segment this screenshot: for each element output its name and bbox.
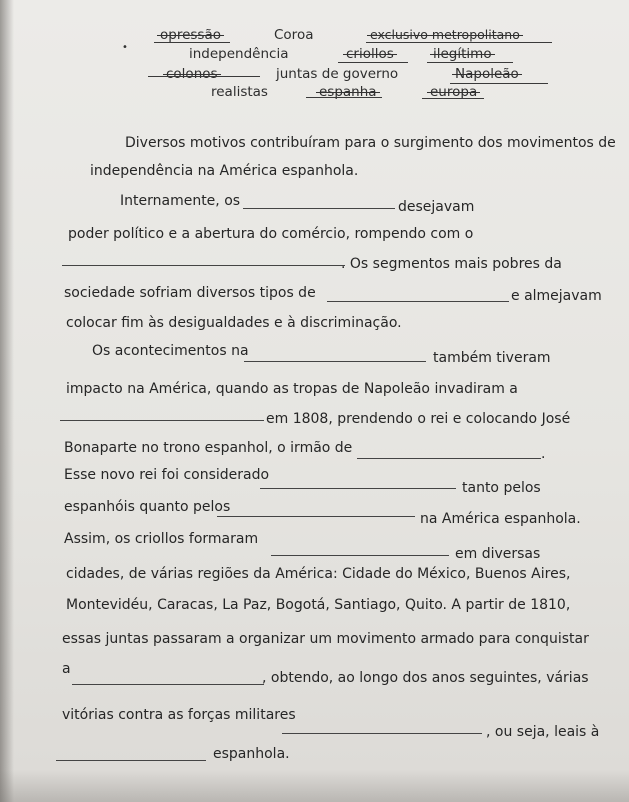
answer-blank[interactable] bbox=[282, 733, 482, 734]
sentence-text: tanto pelos bbox=[462, 480, 541, 496]
sentence-text: também tiveram bbox=[433, 350, 551, 366]
bank-underline bbox=[148, 76, 260, 77]
answer-blank[interactable] bbox=[327, 301, 509, 302]
sentence-text: poder político e a abertura do comércio, rompendo com o bbox=[68, 226, 474, 242]
answer-blank[interactable] bbox=[357, 458, 541, 459]
sentence-text: Assim, os criollos formaram bbox=[64, 531, 259, 547]
bank-word-coroa: Coroa bbox=[274, 27, 314, 43]
bank-word-napoleao: Napoleão bbox=[455, 66, 519, 82]
bank-word-opressao: opressão bbox=[160, 27, 221, 43]
answer-blank[interactable] bbox=[244, 361, 426, 362]
sentence-text: impacto na América, quando as tropas de Napoleão invadiram a bbox=[66, 381, 518, 397]
sentence-text: desejavam bbox=[398, 199, 475, 215]
sentence-text: sociedade sofriam diversos tipos de bbox=[64, 285, 316, 301]
sentence-text: Esse novo rei foi considerado bbox=[64, 467, 270, 483]
sentence-text: a bbox=[62, 661, 71, 677]
bank-word-independencia: independência bbox=[189, 46, 289, 62]
sentence-text: Bonaparte no trono espanhol, o irmão de bbox=[64, 440, 353, 456]
answer-blank[interactable] bbox=[243, 208, 395, 209]
answer-blank[interactable] bbox=[60, 420, 264, 421]
sentence-text: Montevidéu, Caracas, La Paz, Bogotá, Santiago, Quito. A partir de 1810, bbox=[66, 597, 571, 613]
bullet-dot: • bbox=[122, 42, 128, 53]
sentence-text: em diversas bbox=[455, 546, 541, 562]
answer-blank[interactable] bbox=[56, 760, 206, 761]
answer-blank[interactable] bbox=[62, 265, 345, 266]
bank-word-criollos: criollos bbox=[346, 46, 394, 62]
sentence-text: Internamente, os bbox=[120, 193, 241, 209]
bank-word-realistas: realistas bbox=[211, 84, 268, 100]
sentence-text: em 1808, prendendo o rei e colocando José bbox=[266, 411, 571, 427]
sentence-text: colocar fim às desigualdades e à discriminação. bbox=[66, 315, 402, 331]
sentence-text: . Os segmentos mais pobres da bbox=[341, 256, 562, 272]
sentence-text: e almejavam bbox=[511, 288, 602, 304]
answer-blank[interactable] bbox=[271, 555, 449, 556]
sentence-text: na América espanhola. bbox=[420, 511, 581, 527]
bank-underline bbox=[338, 62, 408, 63]
bank-underline bbox=[422, 98, 484, 99]
bank-word-espanha: espanha bbox=[319, 84, 377, 100]
bank-underline bbox=[427, 62, 513, 63]
answer-blank[interactable] bbox=[260, 488, 456, 489]
intro-line: independência na América espanhola. bbox=[90, 163, 359, 179]
sentence-text: Os acontecimentos na bbox=[92, 343, 249, 359]
bank-word-exclusivo-metropolitano: exclusivo metropolitano bbox=[370, 27, 520, 42]
bank-underline bbox=[306, 97, 382, 98]
page-bottom-shadow bbox=[0, 770, 629, 802]
bank-word-europa: europa bbox=[430, 84, 478, 100]
sentence-text: essas juntas passaram a organizar um movimento armado para conquistar bbox=[62, 631, 589, 647]
intro-line: Diversos motivos contribuíram para o surgimento dos movimentos de bbox=[125, 135, 616, 151]
sentence-text: , ou seja, leais à bbox=[486, 724, 600, 740]
sentence-text: espanhóis quanto pelos bbox=[64, 499, 231, 515]
sentence-text: . bbox=[541, 446, 546, 462]
bank-word-ilegitimo: ilegítimo bbox=[433, 46, 492, 62]
answer-blank[interactable] bbox=[217, 516, 415, 517]
bank-underline bbox=[366, 42, 552, 43]
page-edge-shadow bbox=[0, 0, 14, 802]
sentence-text: espanhola. bbox=[213, 746, 290, 762]
sentence-text: cidades, de várias regiões da América: Cidade do México, Buenos Aires, bbox=[66, 566, 571, 582]
sentence-text: vitórias contra as forças militares bbox=[62, 707, 296, 723]
answer-blank[interactable] bbox=[72, 684, 264, 685]
bank-word-juntas-de-governo: juntas de governo bbox=[276, 66, 399, 82]
sentence-text: , obtendo, ao longo dos anos seguintes, várias bbox=[262, 670, 589, 686]
bank-underline bbox=[154, 42, 230, 43]
bank-word-colonos: colonos bbox=[166, 66, 218, 82]
